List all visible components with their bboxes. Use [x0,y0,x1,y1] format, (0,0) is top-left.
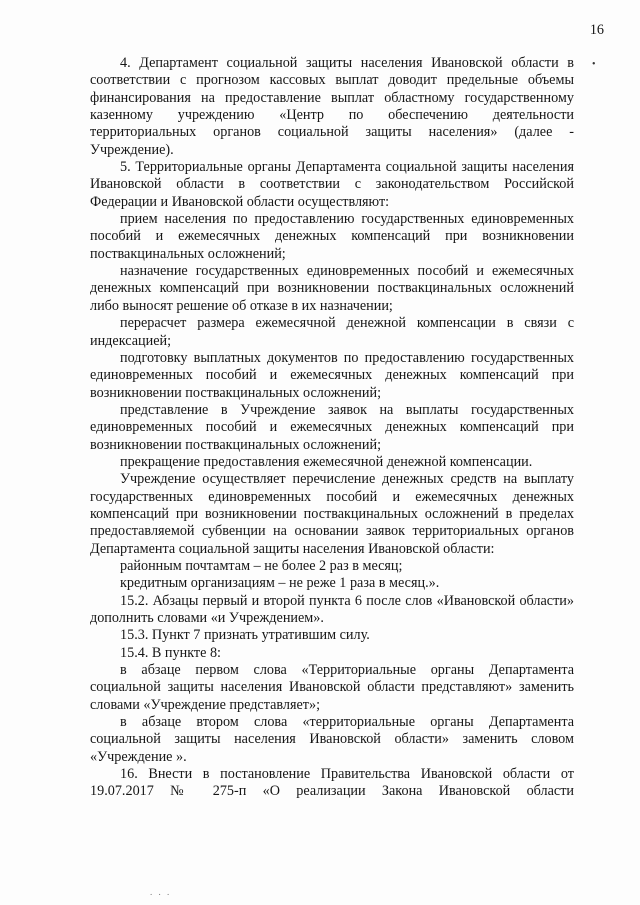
paragraph: 15.4. В пункте 8: [120,644,221,661]
scan-mark: • [592,59,596,70]
paragraph: подготовку выплатных документов по предоставлению государственных единовременных пособий и ежемесячных денежных компенсаций при возникновении поствакцинальных осложнений; [90,349,574,401]
paragraph: перерасчет размера ежемесячной денежной компенсации в связи с индексацией; [90,315,574,349]
paragraph: прекращение предоставления ежемесячной денежной компенсации. [120,453,533,470]
paragraph: назначение государственных единовременных пособий и ежемесячных денежных компенсаций при возникновении поствакцинальных осложнений либо выносят решение об отказе в их назначении; [90,263,574,314]
paragraph: 4. Департамент социальной защиты населения Ивановской области в соответствии с прогнозом кассовых выплат доводит предельные объемы финансирования на предоставление выплат областному государственному казенному учреждению «Центр по обеспечению деятельности территориальных органов социальной защиты населения» (далее - Учреждение). [90,55,574,158]
paragraph: в абзаце втором слова «территориальные органы Департамента социальной защиты населения Ивановской области» заменить словом «Учреждение ». [90,714,574,765]
paragraph: в абзаце первом слова «Территориальные органы Департамента социальной защиты населения Ивановской области представляют» заменить словами «Учреждение представляет»; [90,662,574,713]
scan-bottom-marks: . . . [150,887,172,897]
page-number: 16 [589,22,604,38]
paragraph: кредитным организациям – не реже 1 раза в месяц.». [120,575,440,592]
paragraph: 15.2. Абзацы первый и второй пункта 6 после слов «Ивановской области» дополнить словами «и Учреждением». [90,592,574,626]
paragraph: районным почтамтам – не более 2 раз в месяц; [120,557,403,574]
paragraph: представление в Учреждение заявок на выплаты государственных единовременных пособий и ежемесячных денежных компенсаций при возникновении поствакцинальных осложнений; [90,401,574,453]
paragraph: 5. Территориальные органы Департамента социальной защиты населения Ивановской области в соответствии с законодательством Российской Федерации и Ивановской области осуществляют: [90,159,574,210]
paragraph: прием населения по предоставлению государственных единовременных пособий и ежемесячных денежных компенсаций при возникновении поствакцинальных осложнений; [90,211,574,262]
document-body [90,55,574,801]
paragraph: 15.3. Пункт 7 признать утратившим силу. [120,627,370,644]
paragraph: Учреждение осуществляет перечисление денежных средств на выплату государственных единовременных пособий и ежемесячных денежных компенсаций при возникновении поствакцинальных осложнений в пределах предоставляемой субвенции на основании заявок территориальных органов Департамента социальной защиты населения Ивановской области: [90,471,574,557]
paragraph: 16. Внести в постановление Правительства Ивановской области от 19.07.2017 № 275-п «О реализации Закона Ивановской области [90,766,574,800]
